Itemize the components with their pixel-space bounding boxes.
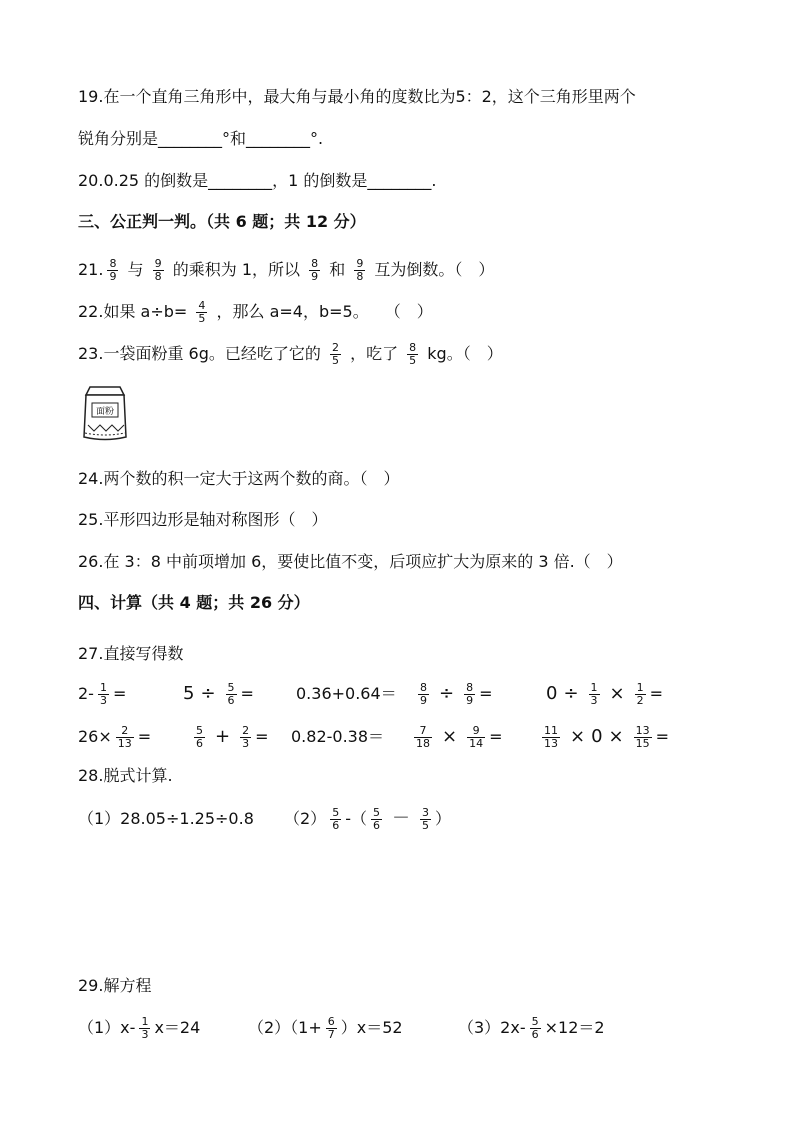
question-19-line-1: 19.在一个直角三角形中，最大角与最小角的度数比为5：2，这个三角形里两个: [78, 87, 636, 106]
fraction: $\frac{2}{13}$: [117, 724, 132, 750]
fraction: $\frac{7}{18}$: [416, 724, 430, 750]
fraction: $\frac{5}{6}$: [332, 806, 340, 832]
fraction: $\frac{3}{5}$: [421, 806, 429, 832]
question-26: 26.在 3：8 中前项增加 6，要使比值不变，后项应扩大为原来的 3 倍.（ ）: [78, 552, 623, 571]
fraction: $\frac{2}{5}$: [331, 341, 339, 367]
fraction: $\frac{13}{15}$: [635, 724, 650, 750]
calc-r1-a: 2- $\frac{1}{3}$ =: [78, 681, 127, 707]
question-21: 21. $\frac{8}{9}$ 与 $\frac{9}{8}$ 的乘积为 1，所以 $\frac{8}{9}$ 和 $\frac{9}{8}$ 互为倒数。（ ）: [78, 257, 495, 283]
fraction: $\frac{5}{6}$: [372, 806, 380, 832]
question-28: 28.脱式计算.: [78, 766, 173, 785]
fraction: $\frac{5}{6}$: [531, 1015, 539, 1041]
flour-bag-icon: [80, 385, 130, 443]
calc-r2-c: 0.82-0.38＝: [291, 727, 385, 746]
question-28-2: （2） $\frac{5}{6}$ -（ $\frac{5}{6}$ － $\frac{3}{5}$ ）: [284, 806, 451, 832]
section-4-heading: 四、计算（共 4 题；共 26 分）: [78, 593, 310, 612]
flour-bag-label: 面粉: [95, 407, 115, 417]
fraction: $\frac{8}{5}$: [409, 341, 417, 367]
fraction: $\frac{5}{6}$: [227, 681, 235, 707]
fraction: $\frac{6}{7}$: [327, 1015, 335, 1041]
fraction: $\frac{8}{9}$: [420, 681, 427, 707]
question-19-line-2: 锐角分别是________°和________°.: [78, 129, 324, 148]
question-28-1: （1）28.05÷1.25÷0.8: [78, 809, 254, 828]
question-27: 27.直接写得数: [78, 644, 184, 663]
fraction: $\frac{5}{6}$: [196, 724, 203, 750]
question-20: 20.0.25 的倒数是________，1 的倒数是________.: [78, 171, 437, 190]
fraction: $\frac{4}{5}$: [198, 299, 206, 325]
question-29: 29.解方程: [78, 976, 152, 995]
calc-r2-e: $\frac{11}{13}$ × 0 × $\frac{13}{15}$ =: [544, 724, 670, 750]
fraction: $\frac{1}{3}$: [590, 681, 598, 707]
question-24: 24.两个数的积一定大于这两个数的商。（ ）: [78, 469, 400, 488]
question-29-1: （1）x- $\frac{1}{3}$ x＝24: [78, 1015, 201, 1041]
calc-r1-e: 0 ÷ $\frac{1}{3}$ × $\frac{1}{2}$ =: [546, 681, 664, 707]
fraction: $\frac{8}{9}$: [311, 257, 319, 283]
calc-r2-a: 26× $\frac{2}{13}$ =: [78, 724, 152, 750]
question-29-2: （2）（1+ $\frac{6}{7}$ ）x＝52: [248, 1015, 403, 1041]
question-25: 25.平形四边形是轴对称图形（ ）: [78, 510, 328, 529]
section-3-heading: 三、公正判一判。（共 6 题；共 12 分）: [78, 212, 366, 231]
fraction: $\frac{9}{8}$: [154, 257, 162, 283]
fraction: $\frac{9}{8}$: [356, 257, 364, 283]
fraction: $\frac{9}{14}$: [469, 724, 484, 750]
calc-r2-b: $\frac{5}{6}$ + $\frac{2}{3}$ =: [196, 724, 269, 750]
fraction: $\frac{8}{9}$: [109, 257, 117, 283]
fraction: $\frac{8}{9}$: [466, 681, 474, 707]
fraction: $\frac{2}{3}$: [242, 724, 250, 750]
fraction: $\frac{1}{3}$: [141, 1015, 149, 1041]
calc-r1-b: 5 ÷ $\frac{5}{6}$ =: [183, 681, 254, 707]
calc-r1-d: $\frac{8}{9}$ ÷ $\frac{8}{9}$ =: [420, 681, 493, 707]
fraction: $\frac{1}{2}$: [636, 681, 644, 707]
question-23: 23.一袋面粉重 6g。已经吃了它的 $\frac{2}{5}$ ，吃了 $\frac{8}{5}$ kg。（ ）: [78, 341, 503, 367]
question-29-3: （3）2x- $\frac{5}{6}$ ×12＝2: [458, 1015, 605, 1041]
question-22: 22.如果 a÷b= $\frac{4}{5}$ ，那么 a=4，b=5。 （ ）: [78, 299, 433, 325]
calc-r2-d: $\frac{7}{18}$ × $\frac{9}{14}$ =: [416, 724, 503, 750]
fraction: $\frac{11}{13}$: [544, 724, 558, 750]
calc-r1-c: 0.36+0.64＝: [296, 684, 397, 703]
fraction: $\frac{1}{3}$: [99, 681, 107, 707]
